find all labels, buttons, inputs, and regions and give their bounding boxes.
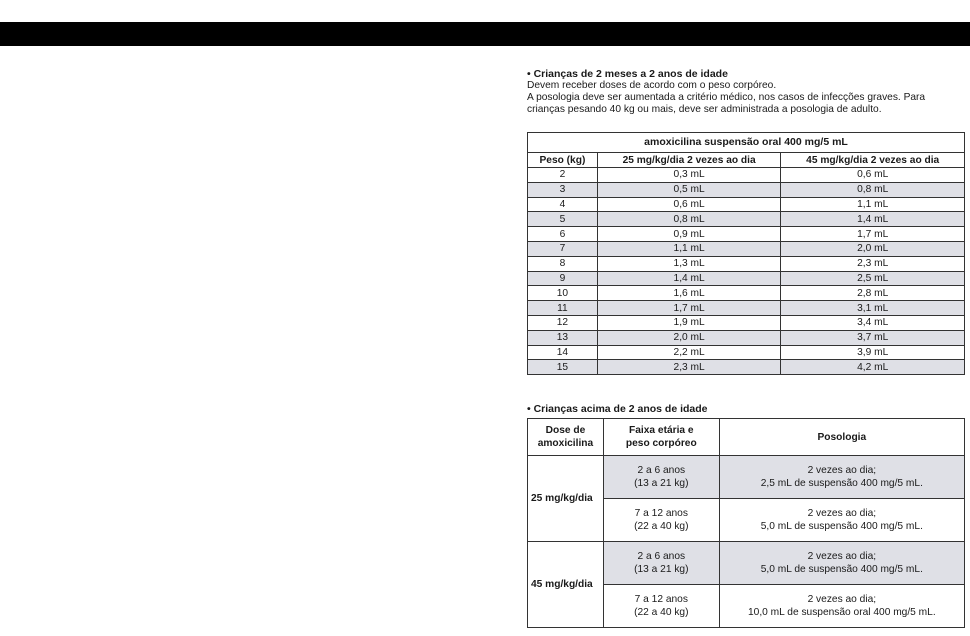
- posologia-line: 5,0 mL de suspensão 400 mg/5 mL.: [760, 521, 923, 532]
- cell-dose-25: 0,6 mL: [597, 197, 781, 212]
- cell-dose-25: 1,9 mL: [597, 315, 781, 330]
- cell-weight: 3: [528, 182, 598, 197]
- cell-dose: 45 mg/kg/dia: [528, 542, 604, 628]
- section-heading: • Crianças de 2 meses a 2 anos de idade: [527, 68, 728, 80]
- cell-dose-45: 3,7 mL: [781, 330, 965, 345]
- dosage-table-weight: [527, 132, 965, 375]
- column-header-dose: [528, 419, 604, 456]
- cell-weight: 7: [528, 241, 598, 256]
- cell-weight: 6: [528, 227, 598, 242]
- cell-dose-45: 0,6 mL: [781, 168, 965, 183]
- cell-weight: 15: [528, 360, 598, 375]
- table-row: [528, 301, 965, 316]
- cell-age-weight: [603, 499, 719, 542]
- cell-posologia: [719, 456, 964, 499]
- table-row: [528, 360, 965, 375]
- cell-dose-45: 2,8 mL: [781, 286, 965, 301]
- table-row: [528, 227, 965, 242]
- cell-weight: 2: [528, 168, 598, 183]
- table-row: [528, 456, 965, 499]
- table-row: [528, 542, 965, 585]
- cell-dose-25: 1,3 mL: [597, 256, 781, 271]
- cell-dose-25: 1,1 mL: [597, 241, 781, 256]
- posologia-line: 10,0 mL de suspensão oral 400 mg/5 mL.: [748, 607, 936, 618]
- posologia-line: 2 vezes ao dia;: [807, 508, 877, 519]
- cell-dose-45: 3,9 mL: [781, 345, 965, 360]
- cell-dose-25: 1,6 mL: [597, 286, 781, 301]
- table-row: [528, 197, 965, 212]
- cell-dose-25: 0,3 mL: [597, 168, 781, 183]
- cell-dose-45: 1,4 mL: [781, 212, 965, 227]
- header-line: amoxicilina: [537, 438, 594, 449]
- table-row: [528, 286, 965, 301]
- cell-dose-45: 1,7 mL: [781, 227, 965, 242]
- cell-posologia: [719, 499, 964, 542]
- cell-weight: 4: [528, 197, 598, 212]
- cell-dose-45: 0,8 mL: [781, 182, 965, 197]
- section-heading: • Crianças acima de 2 anos de idade: [527, 403, 708, 415]
- cell-dose-25: 0,9 mL: [597, 227, 781, 242]
- table-row: [528, 241, 965, 256]
- column-header: 25 mg/kg/dia 2 vezes ao dia: [597, 153, 781, 168]
- cell-dose-25: 2,0 mL: [597, 330, 781, 345]
- table-row: [528, 168, 965, 183]
- cell-dose-45: 3,4 mL: [781, 315, 965, 330]
- paragraph-line: Devem receber doses de acordo com o peso corpóreo.: [527, 80, 777, 91]
- cell-dose-45: 4,2 mL: [781, 360, 965, 375]
- section-2m-2y: [527, 68, 967, 116]
- cell-dose-25: 1,7 mL: [597, 301, 781, 316]
- cell-weight: 5: [528, 212, 598, 227]
- header-line: Dose de: [545, 425, 586, 436]
- table-row: [528, 212, 965, 227]
- cell-age-weight: [603, 456, 719, 499]
- posologia-line: 5,0 mL de suspensão 400 mg/5 mL.: [760, 564, 923, 575]
- header-line: peso corpóreo: [625, 438, 697, 449]
- table-row: [528, 330, 965, 345]
- posologia-line: 2 vezes ao dia;: [807, 465, 877, 476]
- table-row: [528, 271, 965, 286]
- table-row: [528, 256, 965, 271]
- table-row: [528, 315, 965, 330]
- weight-range: (22 a 40 kg): [634, 521, 689, 532]
- posologia-line: 2 vezes ao dia;: [807, 594, 877, 605]
- cell-weight: 11: [528, 301, 598, 316]
- cell-dose-45: 2,0 mL: [781, 241, 965, 256]
- age-range: 2 a 6 anos: [637, 465, 686, 476]
- cell-posologia: [719, 585, 964, 628]
- table-row: [528, 182, 965, 197]
- cell-dose-25: 1,4 mL: [597, 271, 781, 286]
- cell-dose-25: 0,8 mL: [597, 212, 781, 227]
- header-line: Faixa etária e: [629, 425, 694, 436]
- cell-dose-45: 2,5 mL: [781, 271, 965, 286]
- dosage-table-age: [527, 418, 965, 628]
- weight-range: (13 a 21 kg): [634, 478, 689, 489]
- cell-weight: 13: [528, 330, 598, 345]
- paragraph-line: crianças pesando 40 kg ou mais, deve ser administrada a posologia de adulto.: [527, 104, 882, 115]
- cell-dose-25: 0,5 mL: [597, 182, 781, 197]
- posologia-line: 2 vezes ao dia;: [807, 551, 877, 562]
- column-header-faixa: [603, 419, 719, 456]
- cell-dose-45: 2,3 mL: [781, 256, 965, 271]
- cell-dose-25: 2,3 mL: [597, 360, 781, 375]
- weight-range: (13 a 21 kg): [634, 564, 689, 575]
- column-header: Peso (kg): [528, 153, 598, 168]
- cell-posologia: [719, 542, 964, 585]
- posologia-line: 2,5 mL de suspensão 400 mg/5 mL.: [760, 478, 923, 489]
- cell-dose-45: 3,1 mL: [781, 301, 965, 316]
- cell-age-weight: [603, 542, 719, 585]
- cell-weight: 10: [528, 286, 598, 301]
- paragraph-line: A posologia deve ser aumentada a critério médico, nos casos de infecções graves. Para: [527, 92, 926, 103]
- table-title: amoxicilina suspensão oral 400 mg/5 mL: [528, 133, 965, 153]
- column-header-posologia: Posologia: [719, 419, 964, 456]
- cell-weight: 8: [528, 256, 598, 271]
- cell-dose-25: 2,2 mL: [597, 345, 781, 360]
- weight-range: (22 a 40 kg): [634, 607, 689, 618]
- age-range: 7 a 12 anos: [634, 594, 688, 605]
- age-range: 7 a 12 anos: [634, 508, 688, 519]
- age-range: 2 a 6 anos: [637, 551, 686, 562]
- cell-dose: 25 mg/kg/dia: [528, 456, 604, 542]
- table-row: [528, 345, 965, 360]
- cell-dose-45: 1,1 mL: [781, 197, 965, 212]
- cell-age-weight: [603, 585, 719, 628]
- top-black-bar: [0, 22, 970, 46]
- cell-weight: 14: [528, 345, 598, 360]
- column-header: 45 mg/kg/dia 2 vezes ao dia: [781, 153, 965, 168]
- cell-weight: 9: [528, 271, 598, 286]
- cell-weight: 12: [528, 315, 598, 330]
